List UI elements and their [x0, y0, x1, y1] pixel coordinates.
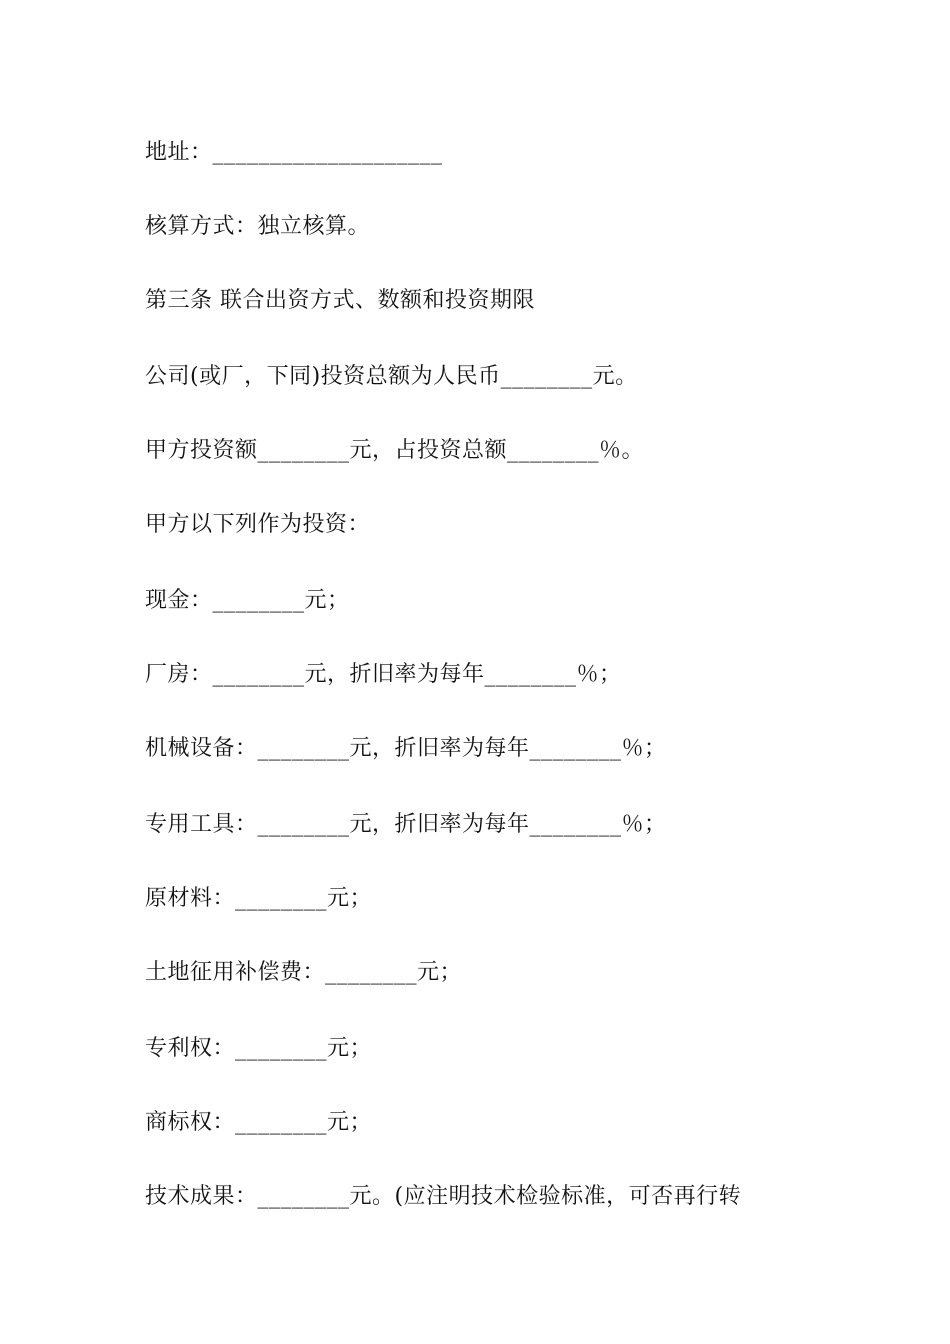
party-a-investment-items-line: 甲方以下列作为投资：	[145, 512, 371, 537]
patent-right-line: 专利权：________元；	[145, 1036, 373, 1061]
raw-materials-line: 原材料：________元；	[145, 886, 373, 911]
total-investment-line: 公司(或厂，下同)投资总额为人民币________元。	[145, 364, 638, 389]
accounting-method-line: 核算方式：独立核算。	[145, 214, 371, 239]
article-three-heading: 第三条 联合出资方式、数额和投资期限	[145, 288, 535, 313]
special-tools-line: 专用工具：________元，折旧率为每年________％；	[145, 812, 667, 837]
machinery-equipment-line: 机械设备：________元，折旧率为每年________％；	[145, 736, 667, 761]
land-compensation-line: 土地征用补偿费：________元；	[145, 960, 463, 985]
trademark-right-line: 商标权：________元；	[145, 1110, 373, 1135]
factory-building-line: 厂房：________元，折旧率为每年________％；	[145, 662, 622, 687]
cash-line: 现金：________元；	[145, 588, 350, 613]
technical-achievements-line: 技术成果：________元。(应注明技术检验标准，可否再行转	[145, 1184, 742, 1209]
address-line: 地址：____________________	[145, 140, 443, 165]
party-a-investment-line: 甲方投资额________元，占投资总额________％。	[145, 438, 645, 463]
